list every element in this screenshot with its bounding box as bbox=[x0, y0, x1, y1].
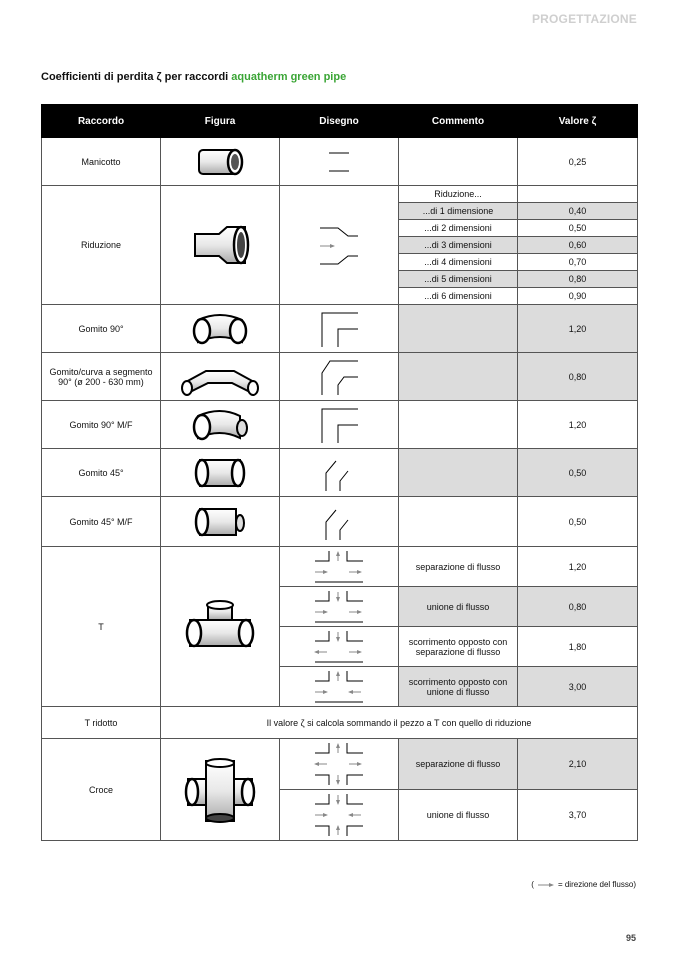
tee-opposite-union-drawing bbox=[280, 669, 398, 705]
header-valore: Valore ζ bbox=[518, 105, 638, 138]
flow-comment: unione di flusso bbox=[399, 790, 518, 841]
fitting-name: Gomito 90° M/F bbox=[42, 401, 161, 449]
zeta-value: 1,20 bbox=[518, 547, 638, 587]
zeta-value: 1,20 bbox=[518, 401, 638, 449]
header-figura: Figura bbox=[161, 105, 280, 138]
table-row bbox=[42, 305, 638, 353]
tee-figure bbox=[161, 598, 279, 656]
reducer-figure bbox=[161, 222, 279, 268]
flow-comment: separazione di flusso bbox=[399, 547, 518, 587]
cross-separation-drawing bbox=[280, 741, 398, 787]
table-row bbox=[42, 739, 638, 790]
table-header-row bbox=[42, 105, 638, 138]
zeta-value: 3,00 bbox=[518, 667, 638, 707]
table-row bbox=[42, 186, 638, 305]
reduction-comment: ...di 4 dimensioni bbox=[399, 254, 517, 271]
cross-union-drawing bbox=[280, 792, 398, 838]
reduction-comment: ...di 5 dimensioni bbox=[399, 271, 517, 288]
elbow-45-drawing bbox=[280, 453, 398, 493]
segmented-bend-figure bbox=[161, 357, 279, 397]
header-disegno: Disegno bbox=[280, 105, 399, 138]
fitting-name: Gomito 45° bbox=[42, 449, 161, 497]
note-open-paren: ( bbox=[531, 880, 534, 889]
tee-opposite-separation-drawing bbox=[280, 629, 398, 665]
header-raccordo: Raccordo bbox=[42, 105, 161, 138]
header-commento: Commento bbox=[399, 105, 518, 138]
zeta-value: 0,90 bbox=[568, 291, 587, 301]
segmented-bend-drawing bbox=[280, 357, 398, 397]
zeta-value: 3,70 bbox=[518, 790, 638, 841]
elbow-90-drawing bbox=[280, 309, 398, 349]
zeta-value: 0,70 bbox=[518, 254, 637, 271]
legend-note bbox=[531, 880, 636, 889]
fitting-name: T ridotto bbox=[42, 707, 161, 739]
elbow-45-mf-figure bbox=[161, 501, 279, 543]
table-row bbox=[42, 449, 638, 497]
note-text: = direzione del flusso) bbox=[557, 880, 636, 889]
brand-name: aquatherm green pipe bbox=[231, 71, 347, 83]
zeta-value: 0,60 bbox=[518, 237, 637, 254]
fitting-name: Gomito/curva a segmento 90° (ø 200 - 630 mm) bbox=[42, 353, 161, 401]
table-row bbox=[42, 401, 638, 449]
reduction-comment: ...di 3 dimensioni bbox=[399, 237, 517, 254]
fitting-name: Croce bbox=[42, 739, 161, 841]
zeta-value: 0,50 bbox=[518, 449, 638, 497]
section-header: PROGETTAZIONE bbox=[531, 12, 637, 26]
elbow-90-mf-drawing bbox=[280, 405, 398, 445]
flow-comment: separazione di flusso bbox=[399, 739, 518, 790]
reduction-comment: ...di 2 dimensioni bbox=[399, 220, 517, 237]
zeta-value: 2,10 bbox=[518, 739, 638, 790]
zeta-value: 0,50 bbox=[518, 220, 637, 237]
fitting-name: Riduzione bbox=[42, 186, 161, 305]
zeta-value: 0,25 bbox=[518, 138, 638, 186]
fitting-name: Gomito 45° M/F bbox=[42, 497, 161, 547]
loss-coefficient-table bbox=[41, 104, 638, 841]
zeta-value: 1,20 bbox=[518, 305, 638, 353]
title-text: Coefficienti di perdita ζ per raccordi bbox=[41, 71, 232, 83]
table-row bbox=[42, 707, 638, 739]
reduced-tee-comment: Il valore ζ si calcola sommando il pezzo a T con quello di riduzione bbox=[161, 707, 638, 739]
fitting-name: Gomito 90° bbox=[42, 305, 161, 353]
flow-comment: scorrimento opposto con unione di flusso bbox=[399, 667, 518, 707]
zeta-value: 0,80 bbox=[518, 353, 638, 401]
zeta-value: 0,80 bbox=[518, 587, 638, 627]
page-number: 95 bbox=[625, 933, 636, 943]
zeta-value: 0,80 bbox=[518, 271, 637, 288]
sleeve-drawing bbox=[280, 147, 398, 177]
flow-arrow-icon bbox=[537, 881, 555, 889]
table-row bbox=[42, 497, 638, 547]
reducer-drawing bbox=[280, 220, 398, 270]
flow-comment: unione di flusso bbox=[399, 587, 518, 627]
reduction-comment: ...di 6 dimensioni bbox=[424, 291, 492, 301]
cross-figure bbox=[161, 755, 279, 825]
zeta-value: 0,40 bbox=[518, 203, 637, 220]
flow-comment: scorrimento opposto con separazione di flusso bbox=[399, 627, 518, 667]
fitting-name: T bbox=[42, 547, 161, 707]
table-row bbox=[42, 547, 638, 587]
table-row bbox=[42, 353, 638, 401]
zeta-value: 1,80 bbox=[518, 627, 638, 667]
elbow-45-figure bbox=[161, 452, 279, 494]
zeta-value: 0,50 bbox=[518, 497, 638, 547]
elbow-90-mf-figure bbox=[161, 404, 279, 446]
fitting-name: Manicotto bbox=[42, 138, 161, 186]
table-row bbox=[42, 138, 638, 186]
elbow-90-figure bbox=[161, 308, 279, 350]
reduction-intro: Riduzione... bbox=[399, 186, 517, 203]
reduction-comment: ...di 1 dimensione bbox=[399, 203, 517, 220]
sleeve-figure bbox=[161, 144, 279, 180]
elbow-45-mf-drawing bbox=[280, 502, 398, 542]
tee-union-drawing bbox=[280, 589, 398, 625]
page-title bbox=[41, 71, 346, 83]
tee-separation-drawing bbox=[280, 549, 398, 585]
